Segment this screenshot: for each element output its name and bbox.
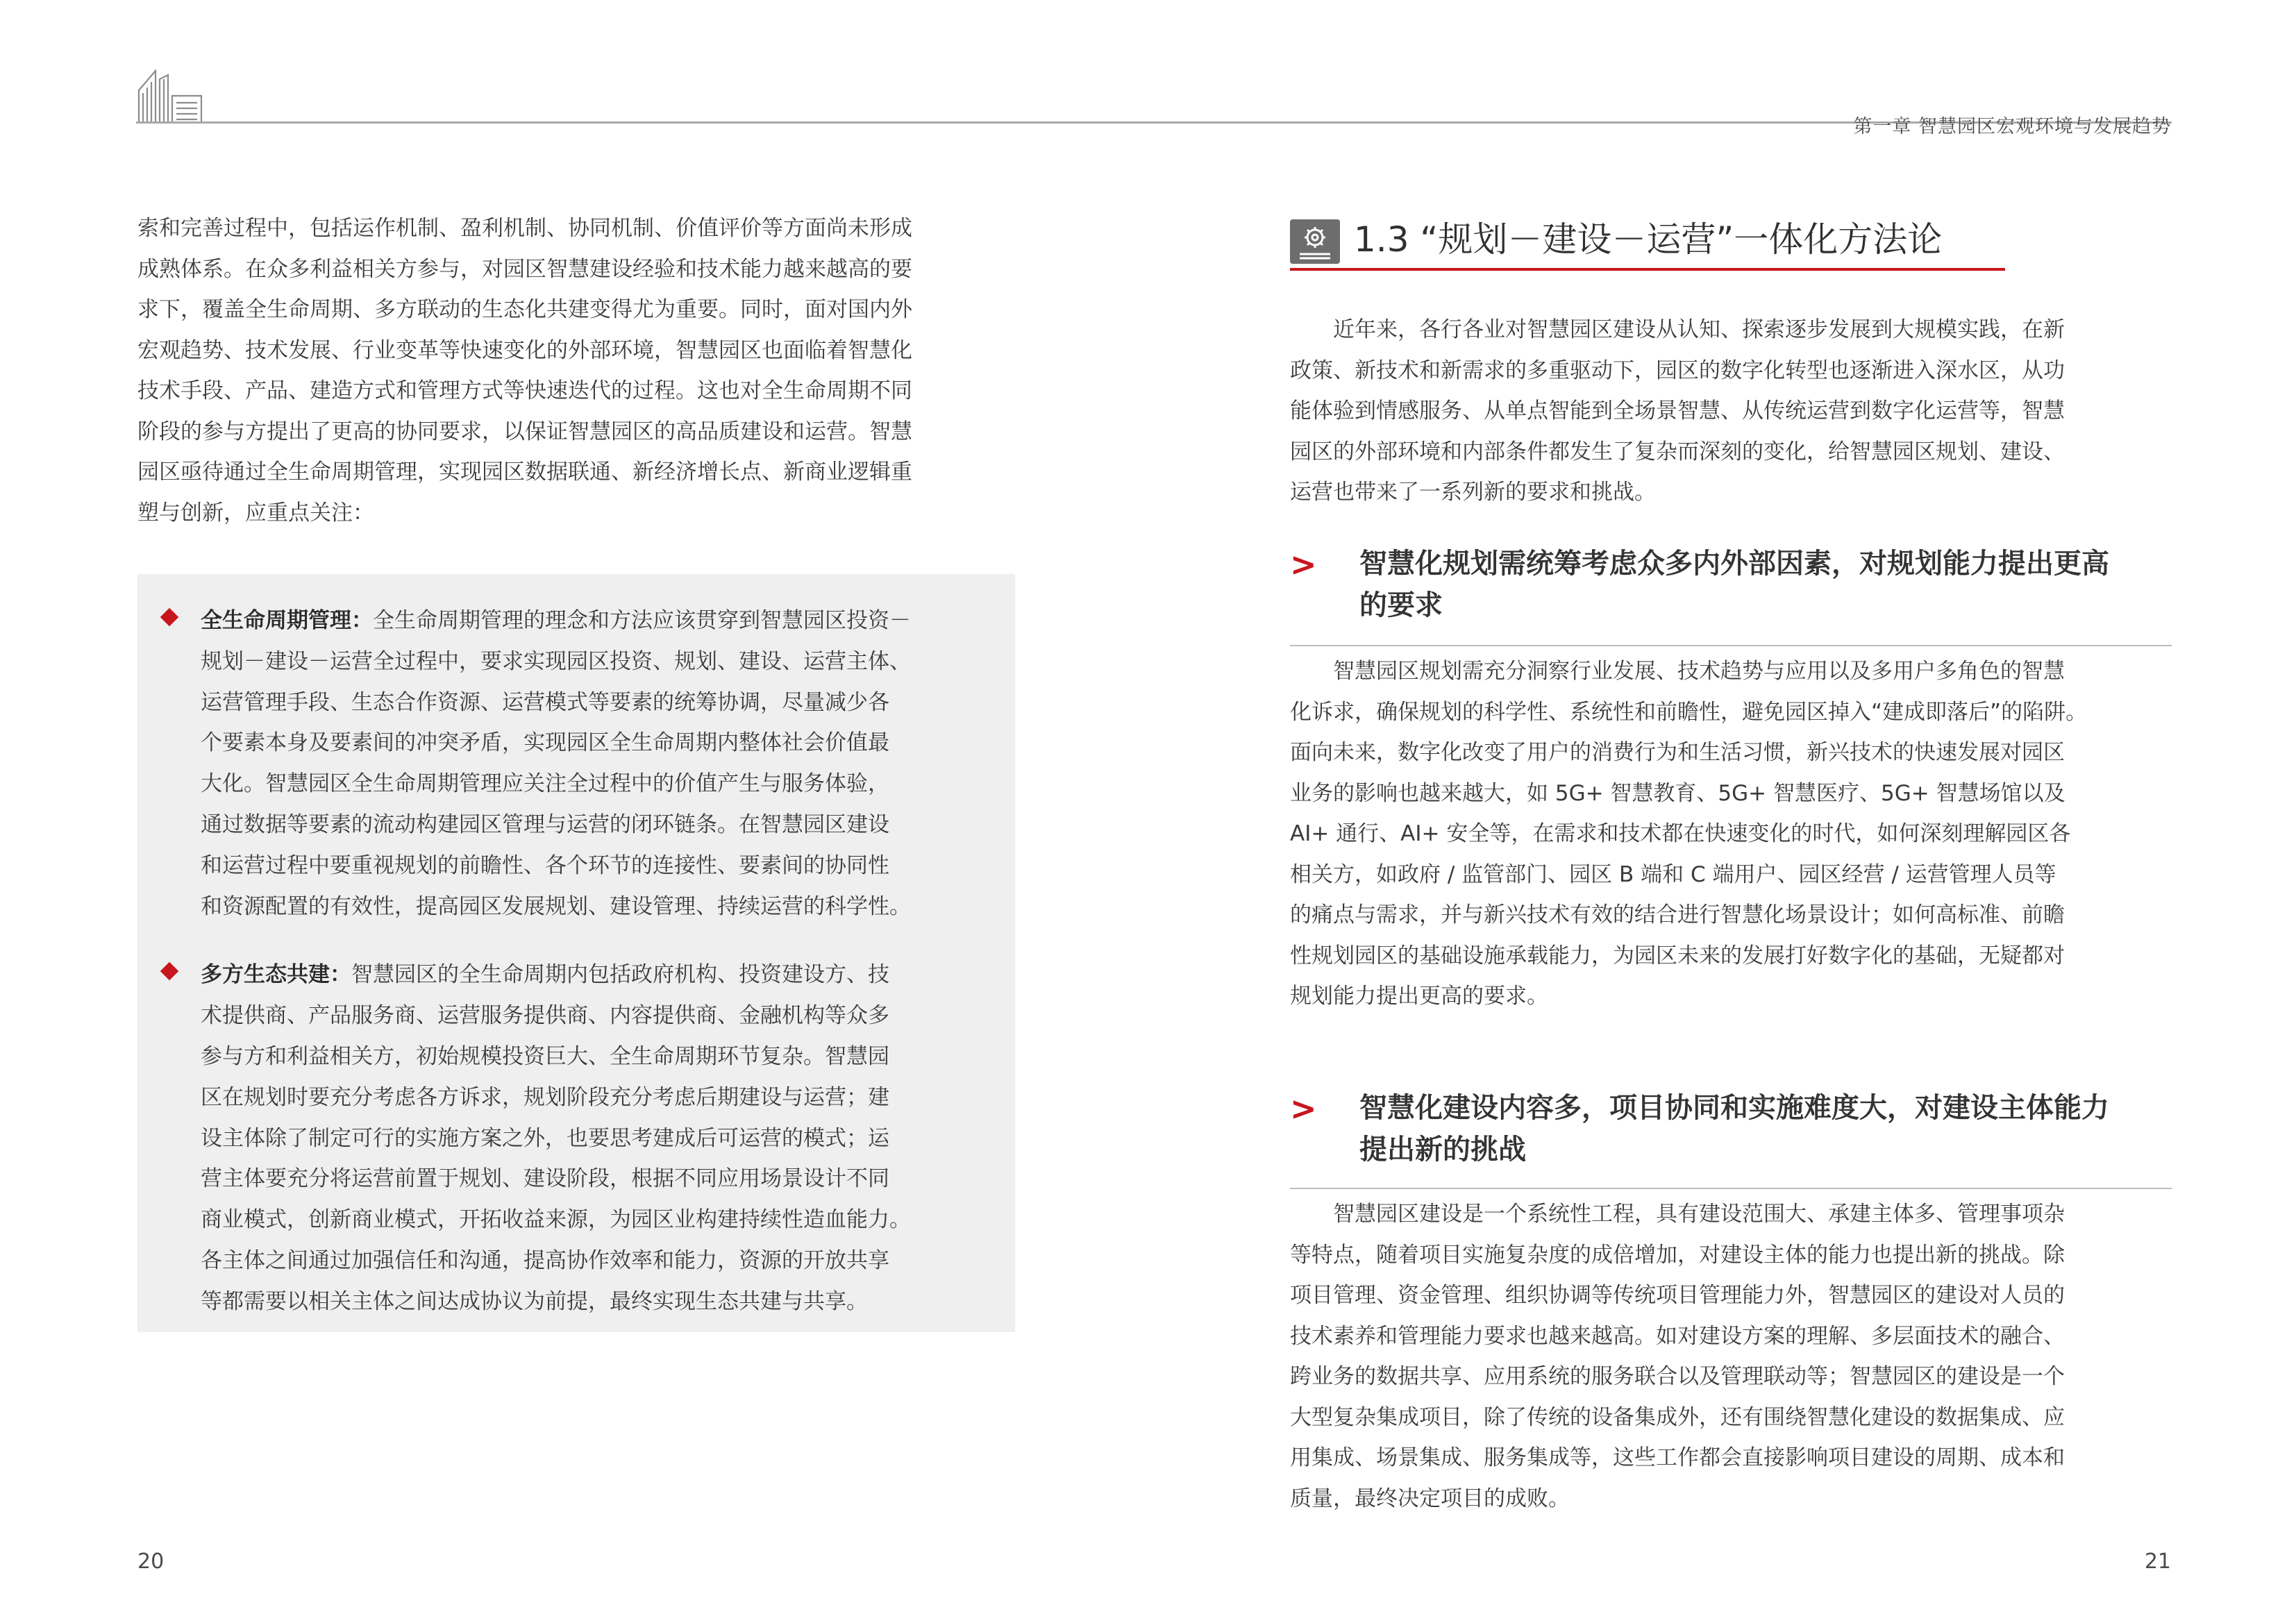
paragraph-line: AI+ 通行、AI+ 安全等，在需求和技术都在快速变化的时代，如何深刻理解园区各 (1290, 821, 2071, 846)
bullet-line: 营主体要充分将运营前置于规划、建设阶段，根据不同应用场景设计不同 (201, 1166, 889, 1192)
building-logo-icon (136, 65, 203, 124)
bullet-term: 多方生态共建： (201, 962, 351, 988)
bullet-line: 区在规划时要充分考虑各方诉求，规划阶段充分考虑后期建设与运营；建 (201, 1084, 889, 1110)
bullet-line: 运营管理手段、生态合作资源、运营模式等要素的统筹协调，尽量减少各 (201, 689, 889, 715)
gear-section-icon (1290, 219, 1340, 264)
paragraph-line: 智慧园区规划需充分洞察行业发展、技术趋势与应用以及多用户多角色的智慧 (1333, 659, 2065, 684)
paragraph-line: 宏观趋势、技术发展、行业变革等快速变化的外部环境，智慧园区也面临着智慧化 (137, 337, 912, 363)
paragraph-line: 园区亟待通过全生命周期管理，实现园区数据联通、新经济增长点、新商业逻辑重 (137, 460, 912, 485)
section-title-underline (1290, 268, 2005, 271)
bullet-line: 参与方和利益相关方，初始规模投资巨大、全生命周期环节复杂。智慧园 (201, 1043, 889, 1069)
paragraph-line: 化诉求，确保规划的科学性、系统性和前瞻性，避免园区掉入“建成即落后”的陷阱。 (1290, 699, 2088, 725)
paragraph-line: 技术素养和管理能力要求也越来越高。如对建设方案的理解、多层面技术的融合、 (1290, 1323, 2065, 1349)
bullet-line: 等都需要以相关主体之间达成协议为前提，最终实现生态共建与共享。 (201, 1288, 868, 1314)
subsection-rule (1290, 645, 2172, 646)
paragraph-line: 技术手段、产品、建造方式和管理方式等快速迭代的过程。这也对全生命周期不同 (137, 378, 912, 403)
bullet-line: 个要素本身及要素间的冲突矛盾，实现园区全生命周期内整体社会价值最 (201, 730, 889, 756)
paragraph-line: 的痛点与需求，并与新兴技术有效的结合进行智慧化场景设计；如何高标准、前瞻 (1290, 902, 2065, 927)
paragraph-line: 近年来，各行各业对智慧园区建设从认知、探索逐步发展到大规模实践，在新 (1333, 317, 2065, 342)
bullet-lifecycle-management (161, 600, 994, 927)
paragraph-line: 质量，最终决定项目的成败。 (1290, 1486, 1570, 1511)
subsection-body-construction (1290, 1194, 2172, 1519)
paragraph-line: 用集成、场景集成、服务集成等，这些工作都会直接影响项目建设的周期、成本和 (1290, 1445, 2065, 1470)
paragraph-line: 性规划园区的基础设施承载能力，为园区未来的发展打好数字化的基础，无疑都对 (1290, 943, 2065, 968)
bullet-line: 和运营过程中要重视规划的前瞻性、各个环节的连接性、要素间的协同性 (201, 852, 889, 878)
paragraph-line: 政策、新技术和新需求的多重驱动下，园区的数字化转型也逐渐进入深水区，从功 (1290, 358, 2065, 383)
bullet-line: 商业模式，创新商业模式，开拓收益来源，为园区业构建持续性造血能力。 (201, 1207, 911, 1233)
paragraph-line: 阶段的参与方提出了更高的协同要求，以保证智慧园区的高品质建设和运营。智慧 (137, 419, 912, 444)
paragraph-line: 索和完善过程中，包括运作机制、盈利机制、协同机制、价值评价等方面尚未形成 (137, 216, 912, 241)
paragraph-line: 智慧园区建设是一个系统性工程，具有建设范围大、承建主体多、管理事项杂 (1333, 1202, 2065, 1227)
paragraph-line: 塑与创新，应重点关注： (137, 500, 374, 525)
bullet-line: 大化。智慧园区全生命周期管理应关注全过程中的价值产生与服务体验， (201, 771, 889, 797)
subsection-title-line: 智慧化规划需统筹考虑众多内外部因素，对规划能力提出更高 (1359, 548, 2109, 580)
subsection-rule (1290, 1188, 2172, 1189)
bullet-line: 多方生态共建：智慧园区的全生命周期内包括政府机构、投资建设方、技 (201, 962, 889, 988)
page-number-right: 21 (2144, 1549, 2171, 1574)
subsection-title-line: 智慧化建设内容多，项目协同和实施难度大，对建设主体能力 (1359, 1092, 2109, 1124)
paragraph-line: 规划能力提出更高的要求。 (1290, 984, 1548, 1009)
paragraph-line: 等特点，随着项目实施复杂度的成倍增加，对建设主体的能力也提出新的挑战。除 (1290, 1242, 2065, 1268)
bullet-line: 和资源配置的有效性，提高园区发展规划、建设管理、持续运营的科学性。 (201, 893, 911, 919)
paragraph-line: 跨业务的数据共享、应用系统的服务联合以及管理联动等；智慧园区的建设是一个 (1290, 1364, 2065, 1389)
section-title: 1.3 “规划－建设－运营”一体化方法论 (1354, 219, 1943, 260)
paragraph-line: 面向未来，数字化改变了用户的消费行为和生活习惯，新兴技术的快速发展对园区 (1290, 740, 2065, 765)
paragraph-line: 相关方，如政府 / 监管部门、园区 B 端和 C 端用户、园区经营 / 运营管理人员等 (1290, 861, 2056, 887)
red-diamond-bullet-icon (160, 962, 178, 980)
bullet-line: 各主体之间通过加强信任和沟通，提高协作效率和能力，资源的开放共享 (201, 1247, 889, 1273)
bullet-line: 规划－建设－运营全过程中，要求实现园区投资、规划、建设、运营主体、 (201, 648, 911, 674)
right-page-intro (1290, 310, 2172, 513)
paragraph-line: 项目管理、资金管理、组织协调等传统项目管理能力外，智慧园区的建设对人员的 (1290, 1283, 2065, 1308)
red-chevron-icon: > (1290, 546, 1317, 583)
bullet-line: 全生命周期管理：全生命周期管理的理念和方法应该贯穿到智慧园区投资－ (201, 608, 911, 633)
paragraph-line: 成熟体系。在众多利益相关方参与，对园区智慧建设经验和技术能力越来越高的要 (137, 256, 912, 282)
paragraph-line: 大型复杂集成项目，除了传统的设备集成外，还有围绕智慧化建设的数据集成、应 (1290, 1404, 2065, 1430)
callout-box (137, 574, 1015, 1332)
subsection-heading-construction (1290, 1087, 2172, 1170)
subsection-heading-planning (1290, 543, 2172, 626)
red-diamond-bullet-icon (160, 608, 178, 626)
red-chevron-icon: > (1290, 1090, 1317, 1127)
subsection-title-line: 提出新的挑战 (1359, 1134, 1526, 1166)
subsection-body-planning (1290, 651, 2172, 1017)
bullet-line: 通过数据等要素的流动构建园区管理与运营的闭环链条。在智慧园区建设 (201, 812, 889, 837)
paragraph-line: 园区的外部环境和内部条件都发生了复杂而深刻的变化，给智慧园区规划、建设、 (1290, 439, 2065, 464)
bullet-ecosystem-co-building (161, 955, 994, 1322)
paragraph-line: 运营也带来了一系列新的要求和挑战。 (1290, 480, 1656, 505)
paragraph-line: 业务的影响也越来越大，如 5G+ 智慧教育、5G+ 智慧医疗、5G+ 智慧场馆以及 (1290, 780, 2065, 806)
section-heading (1290, 215, 2005, 271)
left-page-intro (137, 208, 1015, 533)
paragraph-line: 求下，覆盖全生命周期、多方联动的生态化共建变得尤为重要。同时，面对国内外 (137, 297, 912, 322)
bullet-line: 术提供商、产品服务商、运营服务提供商、内容提供商、金融机构等众多 (201, 1003, 889, 1029)
bullet-term: 全生命周期管理： (201, 608, 373, 633)
page-number-left: 20 (137, 1549, 165, 1574)
subsection-title-line: 的要求 (1359, 589, 1443, 621)
paragraph-line: 能体验到情感服务、从单点智能到全场景智慧、从传统运营到数字化运营等，智慧 (1290, 398, 2065, 423)
bullet-line: 设主体除了制定可行的实施方案之外，也要思考建成后可运营的模式；运 (201, 1125, 889, 1151)
running-header: 第一章 智慧园区宏观环境与发展趋势 (1853, 116, 2171, 137)
